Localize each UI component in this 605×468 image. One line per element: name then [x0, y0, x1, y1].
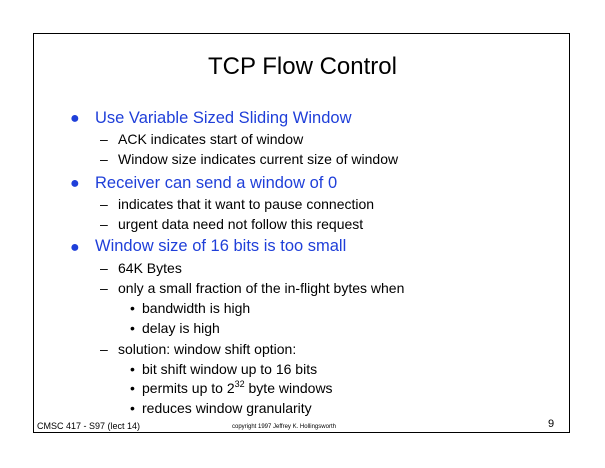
- bullet-2-text: Receiver can send a window of 0: [95, 174, 338, 192]
- dash-marker: –: [100, 196, 108, 212]
- dot-marker: •: [130, 361, 135, 377]
- dash-marker: –: [100, 151, 108, 167]
- footer-copyright: copyright 1997 Jeffrey K. Hollingsworth: [232, 424, 336, 430]
- dash-marker: –: [100, 131, 108, 147]
- bullet-marker: ●: [70, 110, 80, 127]
- page-number: 9: [548, 418, 555, 430]
- bullet-marker: ●: [70, 175, 80, 192]
- sub-bullet: [100, 150, 398, 168]
- footer-course: CMSC 417 - S97 (lect 14): [37, 421, 141, 431]
- sub-bullet: [100, 130, 303, 148]
- sub-bullet: [100, 340, 296, 358]
- sub-bullet: [100, 215, 363, 233]
- sub-bullet-text: indicates that it want to pause connection: [118, 196, 375, 212]
- dot-marker: •: [130, 380, 135, 396]
- sub-sub-bullet: [130, 360, 317, 378]
- slide-title: TCP Flow Control: [208, 53, 397, 80]
- sub-sub-bullet: [130, 319, 220, 337]
- sub-sub-bullet-text: delay is high: [142, 320, 220, 336]
- bullet-3-text: Window size of 16 bits is too small: [95, 237, 347, 255]
- sub-bullet-text: ACK indicates start of window: [118, 131, 304, 147]
- exponent-base-text: permits up to 2: [142, 380, 235, 396]
- sub-bullet-text: only a small fraction of the in-flight bytes when: [118, 280, 405, 296]
- sub-sub-bullet-text: bit shift window up to 16 bits: [142, 361, 318, 377]
- bullet-1-text: Use Variable Sized Sliding Window: [95, 109, 352, 127]
- dash-marker: –: [100, 280, 108, 296]
- sub-sub-bullet: [130, 379, 333, 397]
- sub-sub-bullet-text: [142, 380, 333, 396]
- dot-marker: •: [130, 300, 135, 316]
- dot-marker: •: [130, 400, 135, 416]
- sub-bullet-text: solution: window shift option:: [118, 341, 297, 357]
- sub-bullet: [100, 259, 182, 277]
- sub-sub-bullet: [130, 299, 250, 317]
- exponent-superscript: 32: [234, 379, 245, 389]
- bullet-marker: ●: [70, 239, 80, 256]
- sub-bullet-text: 64K Bytes: [118, 260, 182, 276]
- sub-sub-bullet-text: reduces window granularity: [142, 400, 312, 416]
- dash-marker: –: [100, 216, 108, 232]
- sub-bullet: [100, 279, 404, 297]
- dot-marker: •: [130, 320, 135, 336]
- sub-bullet-text: Window size indicates current size of window: [118, 151, 399, 167]
- dash-marker: –: [100, 260, 108, 276]
- sub-sub-bullet-text: bandwidth is high: [142, 300, 251, 316]
- exponent-tail-text: byte windows: [244, 380, 333, 396]
- sub-bullet-text: urgent data need not follow this request: [118, 216, 364, 232]
- sub-sub-bullet: [130, 399, 312, 417]
- sub-bullet: [100, 195, 374, 213]
- dash-marker: –: [100, 341, 108, 357]
